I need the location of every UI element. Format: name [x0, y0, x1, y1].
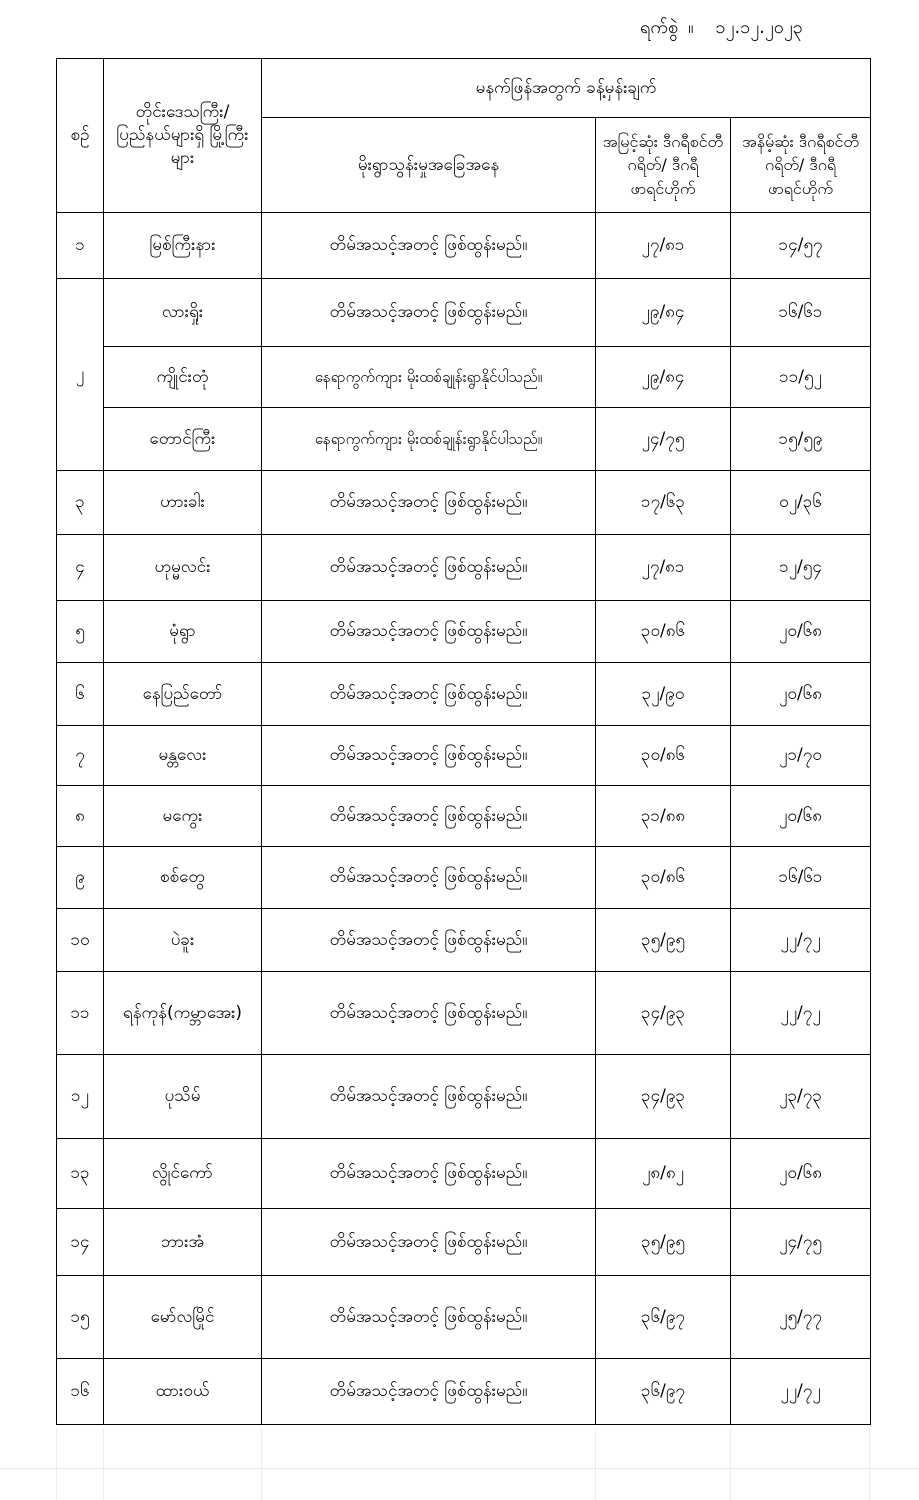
row-no: ၁၆: [57, 1359, 104, 1425]
row-city: ပုသိမ်: [104, 1055, 262, 1139]
table-row: [57, 1359, 871, 1425]
row-weather: တိမ်အသင့်အတင့် ဖြစ်ထွန်းမည်။: [262, 213, 596, 279]
row-no: ၈: [57, 786, 104, 847]
row-weather: တိမ်အသင့်အတင့် ဖြစ်ထွန်းမည်။: [262, 601, 596, 663]
row-city: ထားဝယ်: [104, 1359, 262, 1425]
table-row: [57, 408, 871, 471]
table-row: [57, 1139, 871, 1209]
date-separator: ။: [688, 17, 694, 38]
row-min-temp: ၀၂/၃၆: [731, 471, 871, 535]
table-row: [57, 847, 871, 909]
row-city: ကျိုင်းတုံ: [104, 347, 262, 408]
row-no: ၁: [57, 213, 104, 279]
row-weather: တိမ်အသင့်အတင့် ဖြစ်ထွန်းမည်။: [262, 471, 596, 535]
row-max-temp: ၃၀/၈၆: [596, 726, 731, 786]
table-row: [57, 279, 871, 347]
row-city: မော်လမြိုင်: [104, 1276, 262, 1359]
row-weather: တိမ်အသင့်အတင့် ဖြစ်ထွန်းမည်။: [262, 535, 596, 601]
header-min-temp: အနိမ့်ဆုံး ဒီဂရီစင်တီဂရိတ်/ ဒီဂရီဖာရင်ဟိုက်: [731, 118, 871, 213]
table-row: [57, 1276, 871, 1359]
row-city: မြစ်ကြီးနား: [104, 213, 262, 279]
row-no: ၁၃: [57, 1139, 104, 1209]
row-min-temp: ၂၅/၇၇: [731, 1276, 871, 1359]
row-weather: တိမ်အသင့်အတင့် ဖြစ်ထွန်းမည်။: [262, 972, 596, 1055]
row-city: ပဲခူး: [104, 909, 262, 972]
row-no: ၄: [57, 535, 104, 601]
grid-line: [103, 1428, 104, 1500]
grid-line: [0, 1468, 919, 1469]
header-serial-no: စဉ်: [57, 59, 104, 213]
row-min-temp: ၂၂/၇၂: [731, 1359, 871, 1425]
row-min-temp: ၂၀/၆၈: [731, 601, 871, 663]
row-no: ၂: [57, 279, 104, 471]
row-city: တောင်ကြီး: [104, 408, 262, 471]
table-row: [57, 909, 871, 972]
row-min-temp: ၁၁/၅၂: [731, 347, 871, 408]
row-max-temp: ၁၇/၆၃: [596, 471, 731, 535]
row-city: ဟုမ္မလင်း: [104, 535, 262, 601]
table-row: [57, 213, 871, 279]
row-city: ဟားခါး: [104, 471, 262, 535]
row-city: ရန်ကုန်(ကမ္ဘာအေး): [104, 972, 262, 1055]
header-max-temp: အမြင့်ဆုံး ဒီဂရီစင်တီဂရိတ်/ ဒီဂရီဖာရင်ဟိုက်: [596, 118, 731, 213]
row-min-temp: ၂၂/၇၂: [731, 972, 871, 1055]
table-row: [57, 726, 871, 786]
row-weather: တိမ်အသင့်အတင့် ဖြစ်ထွန်းမည်။: [262, 663, 596, 726]
row-min-temp: ၂၀/၆၈: [731, 1139, 871, 1209]
row-max-temp: ၃၀/၈၆: [596, 847, 731, 909]
row-weather: နေရာကွက်ကျား မိုးထစ်ချုန်းရွာနိုင်ပါသည်။: [262, 408, 596, 471]
row-max-temp: ၃၆/၉၇: [596, 1359, 731, 1425]
date-value: ၁၂.၁၂.၂၀၂၃: [715, 17, 803, 38]
row-weather: တိမ်အသင့်အတင့် ဖြစ်ထွန်းမည်။: [262, 726, 596, 786]
row-no: ၁၂: [57, 1055, 104, 1139]
row-city: နေပြည်တော်: [104, 663, 262, 726]
row-max-temp: ၃၄/၉၃: [596, 972, 731, 1055]
table-row: [57, 1209, 871, 1276]
row-weather: တိမ်အသင့်အတင့် ဖြစ်ထွန်းမည်။: [262, 1209, 596, 1276]
row-no: ၆: [57, 663, 104, 726]
table-row: [57, 535, 871, 601]
row-weather: နေရာကွက်ကျား မိုးထစ်ချုန်းရွာနိုင်ပါသည်။: [262, 347, 596, 408]
row-weather: တိမ်အသင့်အတင့် ဖြစ်ထွန်းမည်။: [262, 1276, 596, 1359]
grid-line: [730, 1428, 731, 1500]
row-max-temp: ၂၇/၈၁: [596, 535, 731, 601]
row-min-temp: ၁၆/၆၁: [731, 847, 871, 909]
row-max-temp: ၂၄/၇၅: [596, 408, 731, 471]
row-min-temp: ၂၄/၇၅: [731, 1209, 871, 1276]
row-max-temp: ၃၄/၉၃: [596, 1055, 731, 1139]
header-weather: မိုးရွာသွန်းမှုအခြေအနေ: [262, 118, 596, 213]
row-min-temp: ၁၆/၆၁: [731, 279, 871, 347]
row-city: မကွေး: [104, 786, 262, 847]
row-weather: တိမ်အသင့်အတင့် ဖြစ်ထွန်းမည်။: [262, 1139, 596, 1209]
table-row: [57, 1055, 871, 1139]
row-city: ဘားအံ: [104, 1209, 262, 1276]
row-no: ၁၄: [57, 1209, 104, 1276]
date-line: [640, 8, 870, 48]
row-city: လားရှိုး: [104, 279, 262, 347]
row-weather: တိမ်အသင့်အတင့် ဖြစ်ထွန်းမည်။: [262, 1359, 596, 1425]
row-weather: တိမ်အသင့်အတင့် ဖြစ်ထွန်းမည်။: [262, 909, 596, 972]
table-row: [57, 786, 871, 847]
row-min-temp: ၁၄/၅၇: [731, 213, 871, 279]
grid-line: [595, 1428, 596, 1500]
row-max-temp: ၂၉/၈၄: [596, 347, 731, 408]
row-min-temp: ၁၅/၅၉: [731, 408, 871, 471]
row-no: ၉: [57, 847, 104, 909]
row-min-temp: ၂၂/၇၂: [731, 909, 871, 972]
row-min-temp: ၂၀/၆၈: [731, 663, 871, 726]
row-city: မန္တလေး: [104, 726, 262, 786]
row-max-temp: ၃၅/၉၅: [596, 1209, 731, 1276]
header-city: တိုင်းဒေသကြီး/ ပြည်နယ်များရှိ မြို့ကြီးများ: [104, 59, 262, 213]
grid-line: [869, 1428, 870, 1500]
grid-line: [261, 1428, 262, 1500]
row-weather: တိမ်အသင့်အတင့် ဖြစ်ထွန်းမည်။: [262, 786, 596, 847]
row-min-temp: ၁၂/၅၄: [731, 535, 871, 601]
forecast-table: [56, 58, 871, 1425]
table-row: [57, 347, 871, 408]
table-row: [57, 663, 871, 726]
row-no: ၁၅: [57, 1276, 104, 1359]
table-row: [57, 471, 871, 535]
row-max-temp: ၂၉/၈၄: [596, 279, 731, 347]
row-no: ၁၀: [57, 909, 104, 972]
row-max-temp: ၃၀/၈၆: [596, 601, 731, 663]
table-row: [57, 972, 871, 1055]
grid-line: [56, 1428, 57, 1500]
table-row: [57, 601, 871, 663]
row-no: ၅: [57, 601, 104, 663]
row-weather: တိမ်အသင့်အတင့် ဖြစ်ထွန်းမည်။: [262, 847, 596, 909]
row-no: ၇: [57, 726, 104, 786]
row-min-temp: ၂၀/၆၈: [731, 786, 871, 847]
row-max-temp: ၃၅/၉၅: [596, 909, 731, 972]
row-weather: တိမ်အသင့်အတင့် ဖြစ်ထွန်းမည်။: [262, 279, 596, 347]
row-city: လွိုင်ကော်: [104, 1139, 262, 1209]
header-forecast-group: မနက်ဖြန်အတွက် ခန့်မှန်းချက်: [262, 59, 871, 118]
row-max-temp: ၃၂/၉၀: [596, 663, 731, 726]
row-city: မုံရွာ: [104, 601, 262, 663]
row-max-temp: ၂၈/၈၂: [596, 1139, 731, 1209]
row-no: ၃: [57, 471, 104, 535]
row-max-temp: ၃၆/၉၇: [596, 1276, 731, 1359]
row-min-temp: ၂၃/၇၃: [731, 1055, 871, 1139]
row-no: ၁၁: [57, 972, 104, 1055]
row-max-temp: ၂၇/၈၁: [596, 213, 731, 279]
row-weather: တိမ်အသင့်အတင့် ဖြစ်ထွန်းမည်။: [262, 1055, 596, 1139]
row-city: စစ်တွေ: [104, 847, 262, 909]
date-label: ရက်စွဲ: [640, 17, 679, 38]
row-max-temp: ၃၁/၈၈: [596, 786, 731, 847]
spreadsheet-gridlines: [0, 1428, 919, 1500]
row-min-temp: ၂၁/၇၀: [731, 726, 871, 786]
